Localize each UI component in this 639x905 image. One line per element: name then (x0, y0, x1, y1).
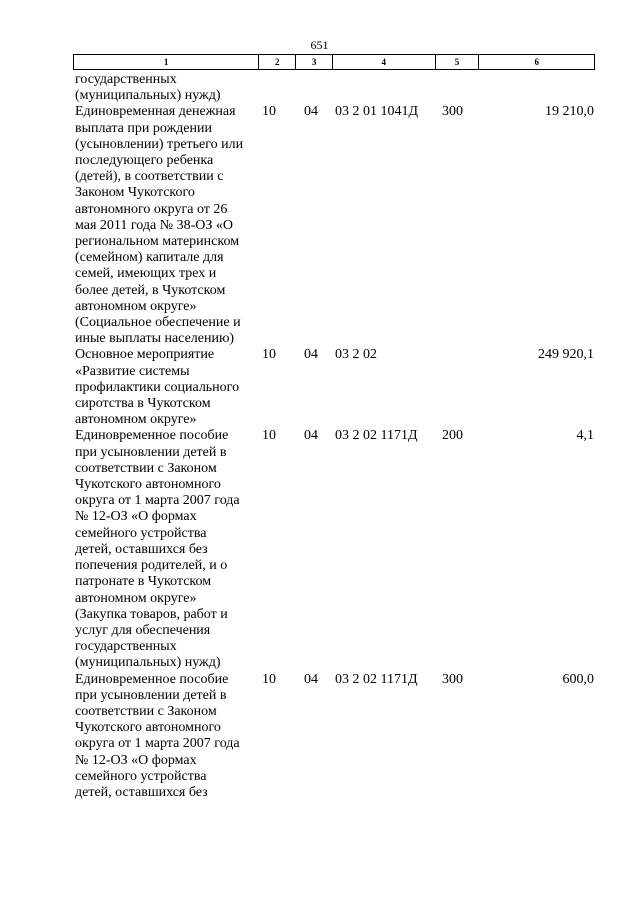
row-expense-type (436, 347, 480, 428)
table-row (73, 72, 595, 104)
row-section (259, 72, 296, 104)
row-amount (480, 72, 595, 104)
column-header-2: 2 (259, 55, 296, 69)
budget-table-body (73, 72, 595, 801)
row-section: 10 (262, 671, 276, 687)
row-subsection: 04 (304, 428, 318, 444)
row-amount: 19 210,0 (545, 104, 594, 120)
column-header-row (73, 54, 595, 70)
table-row (73, 347, 595, 428)
table-row (73, 428, 595, 671)
row-target-code (333, 72, 436, 104)
row-subsection: 04 (304, 347, 318, 363)
column-header-1: 1 (74, 55, 259, 69)
row-target-code: 03 2 01 1041Д (335, 104, 419, 120)
column-header-3: 3 (296, 55, 333, 69)
row-description: Основное мероприятие «Развитие системы профилактики социального сиротства в Чукотском автономном округе» (75, 347, 240, 428)
row-amount: 600,0 (562, 671, 594, 687)
row-amount: 249 920,1 (538, 347, 594, 363)
row-description: Единовременная денежная выплата при рождении (усыновлении) третьего или последующего ребенка (детей), в соответствии с Законом Чукотского автономного округа от 26 мая 2011 года № 38-ОЗ «О региональном материнском (семейном) капитале для семей, имеющих трех и более детей, в Чукотском автономном округе» (Социальное обеспечение и иные выплаты населению) (75, 104, 244, 347)
row-section: 10 (262, 347, 276, 363)
row-expense-type: 300 (442, 671, 463, 687)
row-target-code: 03 2 02 1171Д (335, 428, 418, 444)
row-description: Единовременное пособие при усыновлении детей в соответствии с Законом Чукотского автономного округа от 1 марта 2007 года № 12-ОЗ «О формах семейного устройства детей, оставшихся без (75, 671, 240, 800)
row-expense-type: 200 (442, 428, 463, 444)
row-target-code: 03 2 02 1171Д (335, 671, 418, 687)
column-header-4: 4 (333, 55, 436, 69)
row-amount: 4,1 (576, 428, 594, 444)
page-number: 651 (310, 38, 329, 52)
row-section: 10 (262, 428, 276, 444)
table-row (73, 672, 595, 802)
column-header-6: 6 (534, 57, 539, 67)
column-header-5: 5 (436, 55, 480, 69)
row-subsection: 04 (304, 671, 318, 687)
row-target-code: 03 2 02 (335, 347, 377, 363)
row-section: 10 (262, 104, 276, 120)
row-subsection: 04 (304, 104, 318, 120)
table-row (73, 104, 595, 347)
row-description: Единовременное пособие при усыновлении детей в соответствии с Законом Чукотского автономного округа от 1 марта 2007 года № 12-ОЗ «О формах семейного устройства детей, оставшихся без попечения родителей, и о патронате в Чукотском автономном округе» (Закупка товаров, работ и услуг для обеспечения государственных (муниципальных) нужд) (75, 428, 240, 671)
row-expense-type (436, 72, 480, 104)
row-subsection (296, 72, 333, 104)
row-expense-type: 300 (442, 104, 463, 120)
row-description: государственных (муниципальных) нужд) (75, 72, 221, 104)
